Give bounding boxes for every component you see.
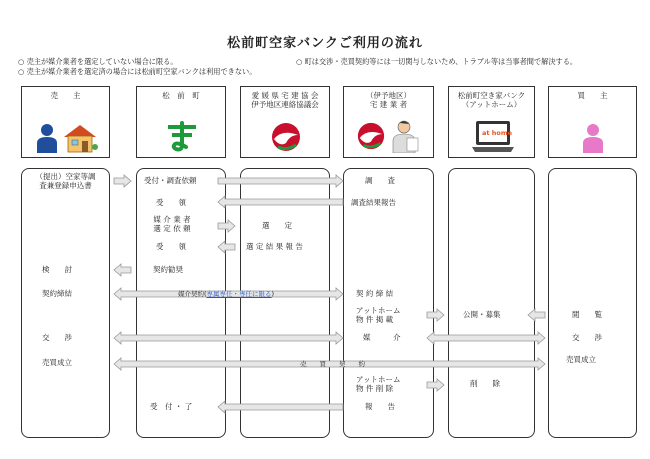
seller-apply-line2: 査兼登録申込書 (39, 180, 92, 190)
note-2: ○ 売主が媒介業者を選定済の場合には松前町空家バンクは利用できない。 (18, 67, 257, 76)
town-complete: 受 付 ・ 了 (150, 402, 193, 411)
arrow-agent-to-bank (427, 309, 444, 321)
arrow-agent-to-bank-delete (427, 379, 444, 391)
sale-contract-label: 売 買 契 約 (300, 360, 365, 368)
seller-apply (21, 173, 110, 190)
agent-contract: 契 約 締 結 (356, 289, 394, 298)
header-akiya-bank-line2: （アットホーム） (461, 100, 522, 109)
agent-delete-line1: アットホーム (356, 375, 401, 384)
bank-publish: 公開・募集 (463, 310, 501, 319)
note-3-text: 町は交渉・売買契約等には一切関与しないため、トラブル等は当事者間で解決する。 (304, 57, 578, 66)
arrow-town-to-association (218, 220, 235, 232)
arrow-agent-to-town-final (218, 401, 343, 413)
town-recommend: 契約勧奨 (153, 265, 183, 274)
mediation-contract-suffix: ) (271, 290, 275, 298)
header-seller-label: 売 主 (50, 91, 81, 100)
arrow-agent-to-town-report (218, 196, 343, 208)
agent-report: 報 告 (365, 402, 395, 411)
town-request (136, 216, 208, 233)
agent-survey-report: 調査結果報告 (351, 198, 396, 207)
seller-contract: 契約締結 (42, 289, 72, 298)
town-receive: 受付・調査依頼 (144, 176, 197, 185)
mediation-contract-label (178, 290, 274, 299)
page-title: 松前町空家バンクご利用の流れ (227, 36, 423, 51)
agent-delete (356, 376, 400, 393)
town-acknowledge-2: 受 領 (156, 242, 186, 251)
agent-listing-line1: アットホーム (356, 306, 401, 315)
arrow-town-to-agent-request (218, 175, 343, 187)
header-buyer-label: 買 主 (577, 91, 608, 100)
association-select: 選 定 (262, 221, 292, 230)
arrow-town-to-seller (114, 264, 131, 276)
arrow-seller-agent-negotiate (114, 332, 343, 344)
seller-sale: 売買成立 (42, 358, 72, 367)
arrow-seller-to-town (114, 175, 131, 187)
arrow-agent-buyer-negotiate (427, 332, 545, 344)
town-request-line2: 選 定 依 頼 (153, 223, 191, 233)
athome-logo: at home (482, 129, 513, 137)
header-agent-line2: 宅 建 業 者 (369, 100, 408, 109)
note-2-text: 売主が媒介業者を選定済の場合には松前町空家バンクは利用できない。 (26, 67, 257, 76)
town-acknowledge: 受 領 (156, 198, 186, 207)
agent-survey: 調 査 (365, 176, 395, 185)
header-agent-line1: （伊予地区） (366, 91, 411, 100)
agent-listing (356, 307, 400, 324)
mediation-contract-detail: 専属専任・専任に限る (206, 290, 272, 298)
seller-negotiate: 交 渉 (42, 333, 72, 342)
header-town-label: 松 前 町 (162, 91, 200, 100)
buyer-negotiate: 交 渉 (572, 333, 602, 342)
seller-review: 検 討 (42, 265, 72, 274)
arrow-buyer-to-bank (528, 309, 545, 321)
seller-apply-line1: （提出）空家等調 (35, 172, 96, 181)
note-1: ○ 売主が媒介業者を選定していない場合に限る。 (18, 57, 178, 66)
header-association-line2: 伊予地区連絡協議会 (251, 100, 319, 109)
header-akiya-bank-line1: 松前町空き家バンク (457, 91, 526, 100)
agent-mediate: 媒 介 (363, 333, 401, 342)
arrow-association-to-town (218, 241, 235, 253)
agent-delete-line2: 物 件 削 除 (356, 383, 394, 393)
buyer-sale: 売買成立 (566, 355, 596, 364)
bank-delete: 削 除 (470, 379, 500, 388)
buyer-view: 閲 覧 (572, 310, 602, 319)
agent-listing-line2: 物 件 掲 載 (356, 314, 394, 324)
header-association-line1: 愛 媛 県 宅 建 協 会 (251, 91, 319, 100)
note-3: ○ 町は交渉・売買契約等には一切関与しないため、トラブル等は当事者間で解決する。 (296, 57, 578, 66)
town-request-line1: 媒 介 業 者 (153, 215, 191, 224)
mediation-contract-prefix: 媒介契約( (178, 290, 207, 298)
association-report: 選 定 結 果 報 告 (246, 242, 303, 251)
note-1-text: 売主が媒介業者を選定していない場合に限る。 (26, 57, 178, 66)
